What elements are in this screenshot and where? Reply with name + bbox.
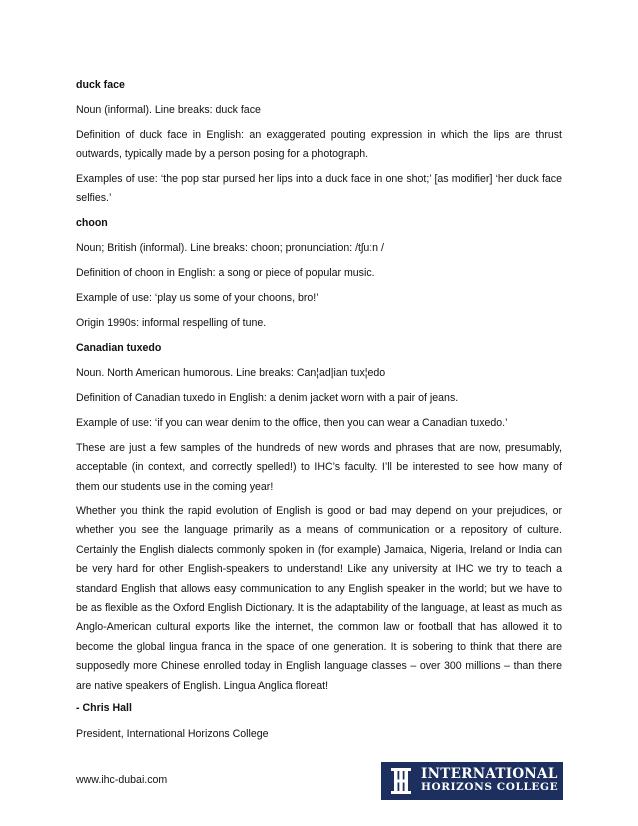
logo-wordmark [421, 768, 558, 794]
duck-face-grammar: Noun (informal). Line breaks: duck face [76, 104, 261, 116]
paragraph-evolution: Whether you think the rapid evolution of English is good or bad may depend on your prejudices, or whether you see the language primarily as a means of communication or a repository of culture. Certainly the English dialects commonly spoken in (for example) Jamaica, Nigeria, Ireland or India can be very hard for other English-speakers to understand! Like any university at IHC we try to teach a standard English that allows easy communication to any English speaker in the world; but we have to be as flexible as the Oxford English Dictionary. It is the adaptability of the language, at least as much as Anglo-American cultural exports like the internet, the common law or football that has allowed it to become the global lingua franca in the space of one generation. It is sobering to think that there are supposedly more Chinese enrolled today in English language classes – over 300 millions – than there are native speakers of English. Lingua Anglica floreat! [76, 505, 562, 692]
choon-origin: Origin 1990s: informal respelling of tune. [76, 317, 267, 329]
duck-face-definition: Definition of duck face in English: an exaggerated pouting expression in which the lips are thrust outwards, typically made by a person posing for a photograph. [76, 129, 562, 161]
signature-name: - Chris Hall [76, 702, 132, 714]
logo-line-international: INTERNATIONAL [421, 766, 558, 782]
canadian-tuxedo-definition: Definition of Canadian tuxedo in English: a denim jacket worn with a pair of jeans. [76, 392, 459, 404]
canadian-tuxedo-example: Example of use: ‘if you can wear denim to the office, then you can wear a Canadian tuxedo.’ [76, 417, 508, 429]
footer-url: www.ihc-dubai.com [76, 774, 168, 786]
headword-canadian-tuxedo: Canadian tuxedo [76, 342, 162, 354]
duck-face-examples: Examples of use: ‘the pop star pursed her lips into a duck face in one shot;’ [as modifier] ‘her duck face selfies.’ [76, 173, 562, 205]
choon-definition: Definition of choon in English: a song or piece of popular music. [76, 267, 375, 279]
headword-choon: choon [76, 217, 108, 229]
ihc-logo [381, 762, 563, 800]
choon-example: Example of use: ‘play us some of your choons, bro!’ [76, 292, 319, 304]
ihc-emblem-icon [381, 762, 421, 800]
choon-grammar: Noun; British (informal). Line breaks: choon; pronunciation: /tʃuːn / [76, 242, 384, 254]
signature-title: President, International Horizons College [76, 728, 269, 740]
logo-line-horizons-college: HORIZONS COLLEGE [421, 781, 559, 793]
canadian-tuxedo-grammar: Noun. North American humorous. Line breaks: Can¦ad|ian tux¦edo [76, 367, 386, 379]
headword-duck-face: duck face [76, 79, 125, 91]
paragraph-samples: These are just a few samples of the hundreds of new words and phrases that are now, presumably, acceptable (in context, and correctly spelled!) to IHC’s faculty. I’ll be interested to see how many of them our students use in the coming year! [76, 442, 562, 493]
